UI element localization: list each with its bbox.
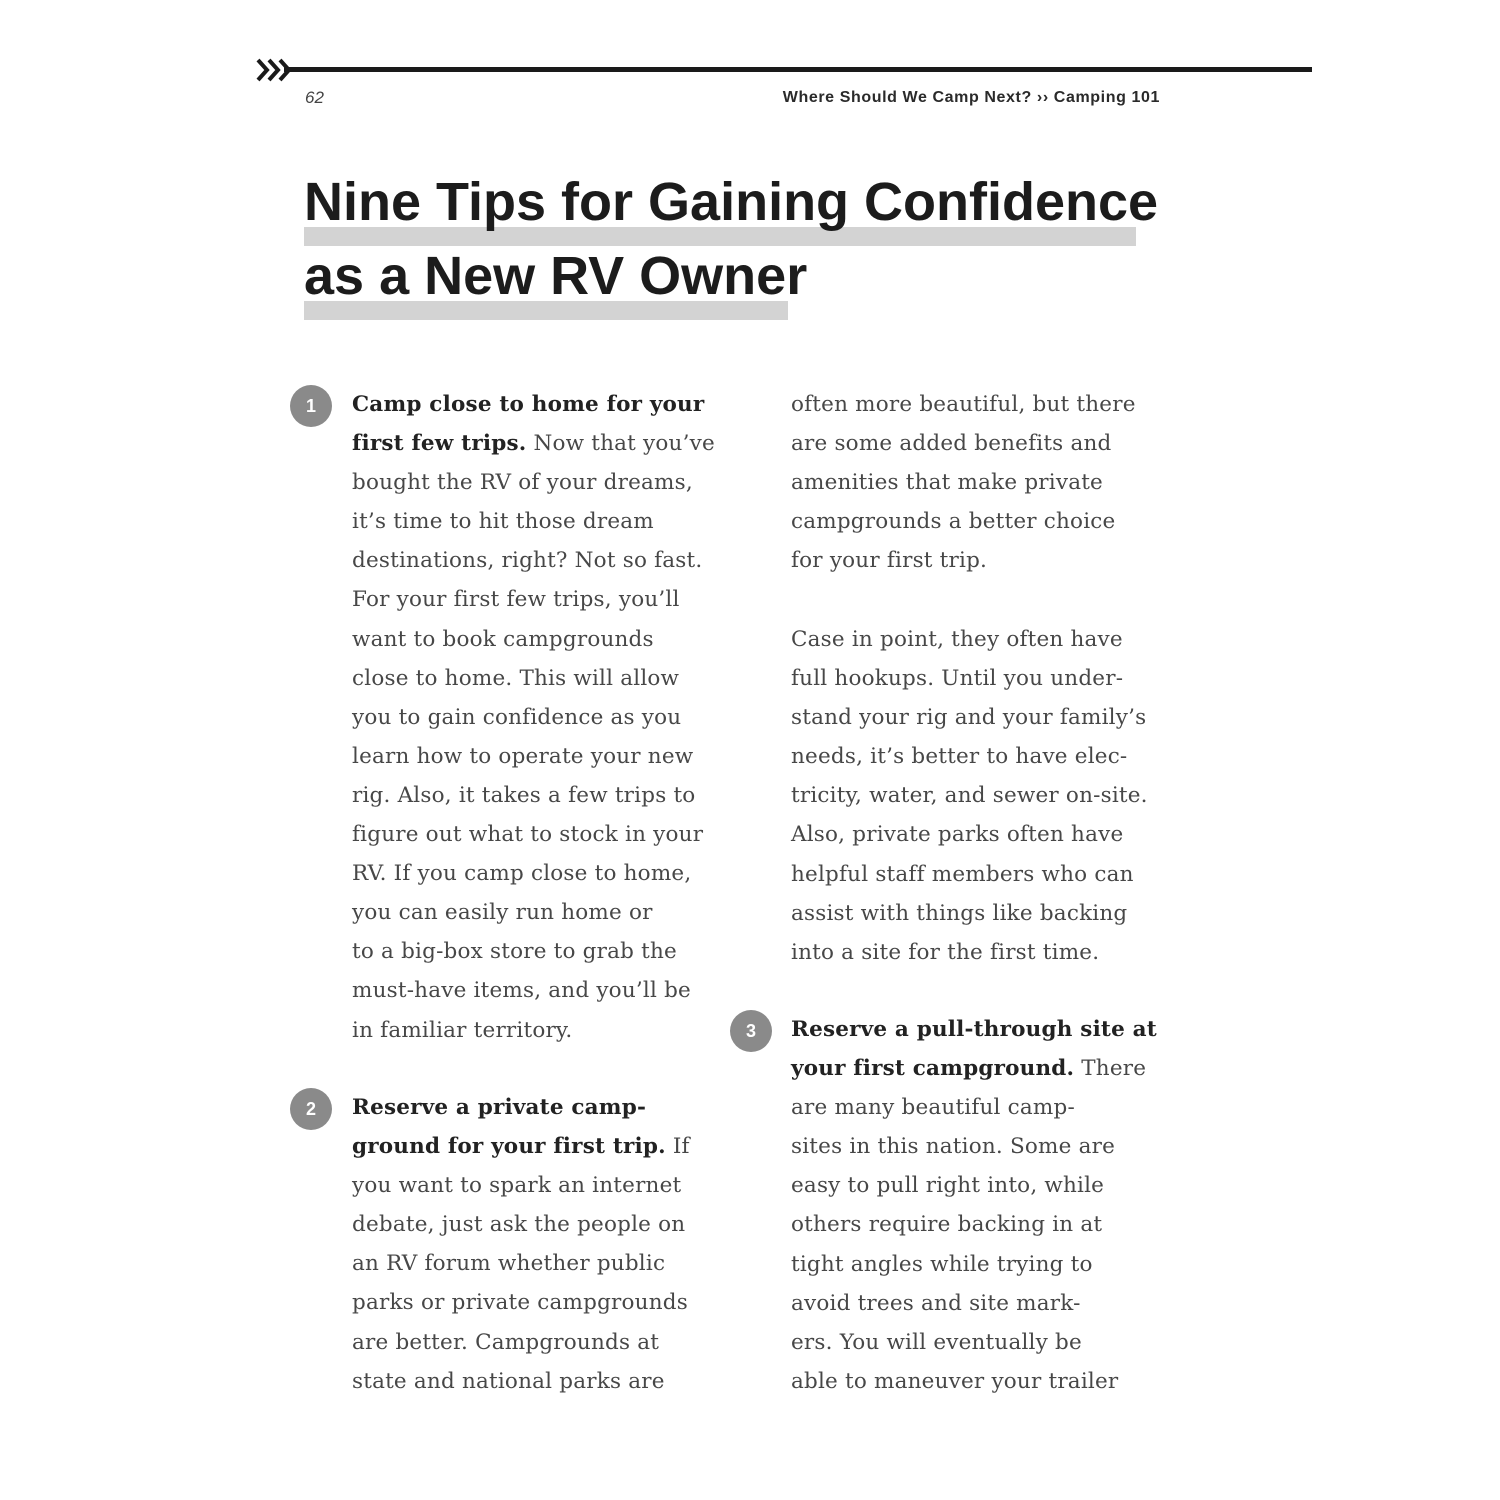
text-line xyxy=(352,541,715,580)
text-line xyxy=(352,932,715,971)
text-line xyxy=(352,698,715,737)
text-line xyxy=(791,1284,1157,1323)
title-line-2 xyxy=(304,240,808,312)
body-text: are better. Campgrounds at xyxy=(352,1329,660,1355)
text-line xyxy=(791,1205,1157,1244)
body-text: learn how to operate your new xyxy=(352,743,694,769)
text-line xyxy=(791,1362,1157,1401)
tip-1 xyxy=(352,385,715,1050)
body-text: sites in this nation. Some are xyxy=(791,1134,1116,1160)
title-line-1 xyxy=(304,166,1159,238)
text-line xyxy=(352,854,715,893)
text-line xyxy=(352,1088,690,1127)
text-line: needs, it’s better to have elec- xyxy=(791,744,1128,770)
text-line: amenities that make private xyxy=(791,470,1103,496)
body-text: avoid trees and site mark- xyxy=(791,1290,1081,1316)
title-line-2-text: as a New RV Owner xyxy=(304,246,808,306)
body-text: you to gain confidence as you xyxy=(352,704,682,730)
text-line xyxy=(352,463,715,502)
tip-number-badge: 3 xyxy=(730,1010,772,1052)
body-text: debate, just ask the people on xyxy=(352,1212,686,1238)
text-line: into a site for the first time. xyxy=(791,939,1100,965)
text-line xyxy=(352,737,715,776)
body-text: If xyxy=(665,1134,690,1160)
text-line: for your first trip. xyxy=(791,548,988,574)
text-line xyxy=(791,1245,1157,1284)
body-text: There xyxy=(1074,1056,1147,1082)
text-line xyxy=(352,1244,690,1283)
text-line: campgrounds a better choice xyxy=(791,509,1116,535)
body-text: tight angles while trying to xyxy=(791,1251,1093,1277)
header-rule xyxy=(284,67,1312,72)
text-line xyxy=(352,1011,715,1050)
title-line-1-text: Nine Tips for Gaining Confidence xyxy=(304,172,1159,232)
text-line xyxy=(352,580,715,619)
tip-2-paragraph-2 xyxy=(791,620,1148,972)
text-line: tricity, water, and sewer on-site. xyxy=(791,783,1148,809)
text-line xyxy=(352,1323,690,1362)
text-line: Case in point, they often have xyxy=(791,627,1123,652)
tip-2 xyxy=(352,1088,690,1401)
body-text: you can easily run home or xyxy=(352,900,653,926)
body-text: are many beautiful camp- xyxy=(791,1095,1075,1121)
text-line: assist with things like backing xyxy=(791,900,1128,926)
body-text: ers. You will eventually be xyxy=(791,1329,1082,1355)
text-line xyxy=(791,1010,1157,1049)
text-line xyxy=(791,1049,1157,1088)
tip-heading-text: ground for your first trip. xyxy=(352,1134,666,1160)
text-line: are some added benefits and xyxy=(791,431,1112,457)
body-text: figure out what to stock in your xyxy=(352,822,704,848)
tip-heading-text: Reserve a private camp- xyxy=(352,1095,647,1120)
body-text: want to book campgrounds xyxy=(352,626,654,652)
text-line xyxy=(352,815,715,854)
text-line xyxy=(352,776,715,815)
text-line xyxy=(352,620,715,659)
body-text: in familiar territory. xyxy=(352,1017,573,1043)
text-line xyxy=(791,1088,1157,1127)
tip-number-badge: 2 xyxy=(290,1088,332,1130)
body-text: destinations, right? Not so fast. xyxy=(352,548,703,574)
text-line xyxy=(791,1127,1157,1166)
body-text: bought the RV of your dreams, xyxy=(352,470,693,496)
body-text: an RV forum whether public xyxy=(352,1251,666,1277)
text-line xyxy=(352,1283,690,1322)
body-text: you want to spark an internet xyxy=(352,1173,682,1199)
text-line xyxy=(352,1205,690,1244)
text-line xyxy=(352,1166,690,1205)
body-text: others require backing in at xyxy=(791,1212,1103,1238)
text-line xyxy=(352,502,715,541)
body-text: state and national parks are xyxy=(352,1368,665,1394)
text-line: stand your rig and your family’s xyxy=(791,705,1147,731)
text-line: often more beautiful, but there xyxy=(791,392,1136,417)
tip-2-continuation xyxy=(791,385,1136,580)
text-line xyxy=(791,1166,1157,1205)
tip-heading-text: Camp close to home for your xyxy=(352,392,705,417)
text-line xyxy=(352,893,715,932)
running-head: Where Should We Camp Next? ›› Camping 101 xyxy=(782,89,1160,106)
text-line: Also, private parks often have xyxy=(791,822,1124,848)
text-line xyxy=(352,1127,690,1166)
text-line xyxy=(352,659,715,698)
tip-heading-text: Reserve a pull-through site at xyxy=(791,1017,1157,1042)
body-text: rig. Also, it takes a few trips to xyxy=(352,782,696,808)
text-line: full hookups. Until you under- xyxy=(791,666,1124,692)
text-line xyxy=(352,971,715,1010)
tip-heading-text: first few trips. xyxy=(352,431,527,457)
text-line xyxy=(352,424,715,463)
body-text: For your first few trips, you’ll xyxy=(352,587,680,613)
page-number: 62 xyxy=(305,88,324,107)
page-title xyxy=(304,166,1159,312)
body-text: easy to pull right into, while xyxy=(791,1173,1105,1199)
body-text: RV. If you camp close to home, xyxy=(352,861,692,887)
body-text: to a big-box store to grab the xyxy=(352,939,677,965)
body-text: close to home. This will allow xyxy=(352,665,680,691)
body-text: able to maneuver your trailer xyxy=(791,1368,1119,1394)
body-text: parks or private campgrounds xyxy=(352,1290,688,1316)
text-line xyxy=(791,1323,1157,1362)
tip-number-badge: 1 xyxy=(290,385,332,427)
body-text: it’s time to hit those dream xyxy=(352,509,654,535)
text-line xyxy=(352,385,715,424)
tip-heading-text: your first campground. xyxy=(791,1056,1075,1082)
tip-3 xyxy=(791,1010,1157,1401)
body-text: Now that you’ve xyxy=(526,431,715,457)
text-line: helpful staff members who can xyxy=(791,861,1134,887)
text-line xyxy=(352,1362,690,1401)
body-text: must-have items, and you’ll be xyxy=(352,978,691,1004)
